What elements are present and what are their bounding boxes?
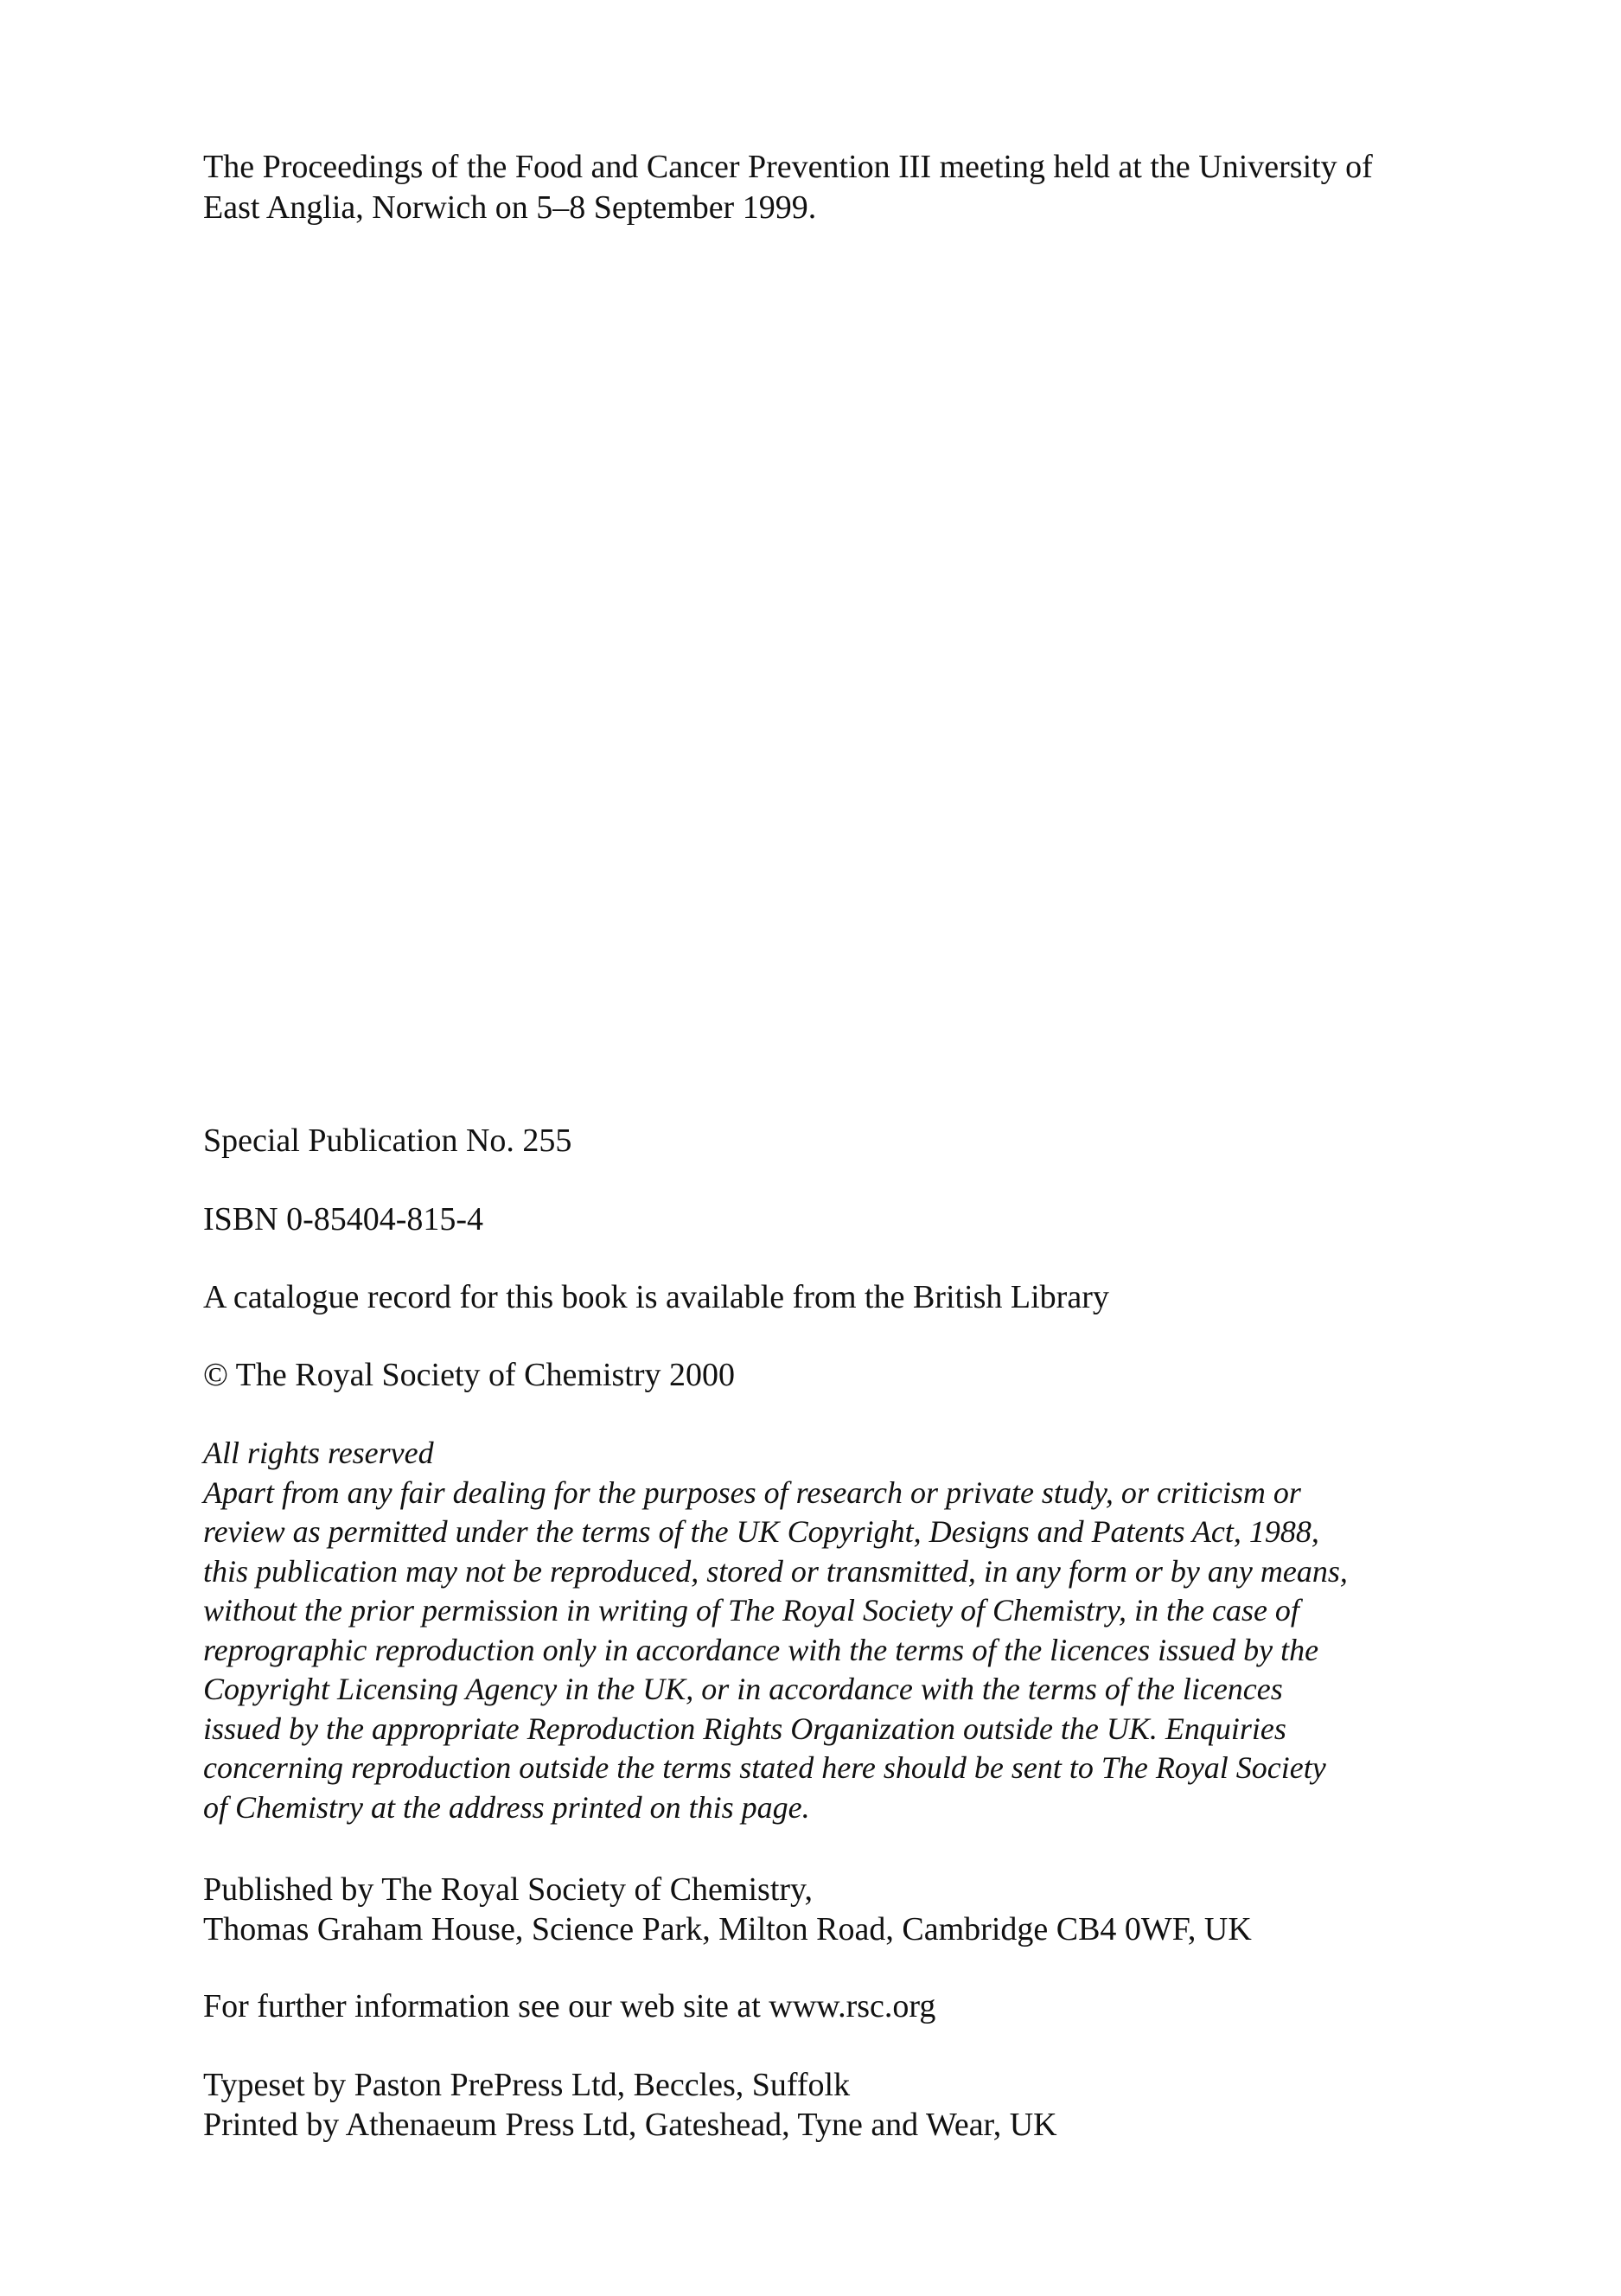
proceedings-line-2: East Anglia, Norwich on 5–8 September 1999. (203, 189, 817, 226)
typeset-info: Typeset by Paston PrePress Ltd, Beccles, Suffolk (203, 2067, 851, 2103)
isbn-block (203, 1199, 1457, 1239)
rights-line: concerning reproduction outside the terms stated here should be sent to The Royal Society (203, 1750, 1326, 1785)
catalogue-block (203, 1277, 1457, 1317)
rights-block (203, 1434, 1457, 1827)
rights-heading: All rights reserved (203, 1436, 434, 1470)
rights-line: Apart from any fair dealing for the purposes of research or private study, or criticism or (203, 1474, 1301, 1510)
rights-line: review as permitted under the terms of the UK Copyright, Designs and Patents Act, 1988, (203, 1514, 1319, 1549)
special-publication: Special Publication No. 255 (203, 1122, 572, 1159)
special-publication-block (203, 1121, 1457, 1161)
copyright-block (203, 1355, 1457, 1395)
isbn: ISBN 0-85404-815-4 (203, 1201, 484, 1238)
proceedings-note (203, 147, 1457, 228)
publisher-line-1: Published by The Royal Society of Chemistry, (203, 1871, 814, 1908)
printed-info: Printed by Athenaeum Press Ltd, Gateshead, Tyne and Wear, UK (203, 2107, 1057, 2143)
web-info: For further information see our web site at www.rsc.org (203, 1988, 936, 2024)
rights-line: Copyright Licensing Agency in the UK, or in accordance with the terms of the licences (203, 1672, 1283, 1706)
publisher-address: Thomas Graham House, Science Park, Milton Road, Cambridge CB4 0WF, UK (203, 1911, 1252, 1947)
publisher-block (203, 1870, 1457, 1949)
catalogue-record: A catalogue record for this book is available from the British Library (203, 1279, 1109, 1315)
rights-line: reprographic reproduction only in accordance with the terms of the licences issued by the (203, 1632, 1319, 1667)
copyright-notice: © The Royal Society of Chemistry 2000 (203, 1357, 735, 1393)
rights-line: of Chemistry at the address printed on this page. (203, 1789, 810, 1825)
web-info-block (203, 1986, 1457, 2026)
printing-block (203, 2065, 1457, 2145)
rights-line: this publication may not be reproduced, stored or transmitted, in any form or by any means, (203, 1553, 1348, 1589)
rights-line: issued by the appropriate Reproduction Rights Organization outside the UK. Enquiries (203, 1711, 1286, 1746)
proceedings-line-1: The Proceedings of the Food and Cancer Prevention III meeting held at the University of (203, 149, 1373, 185)
rights-line: without the prior permission in writing of The Royal Society of Chemistry, in the case of (203, 1593, 1299, 1628)
